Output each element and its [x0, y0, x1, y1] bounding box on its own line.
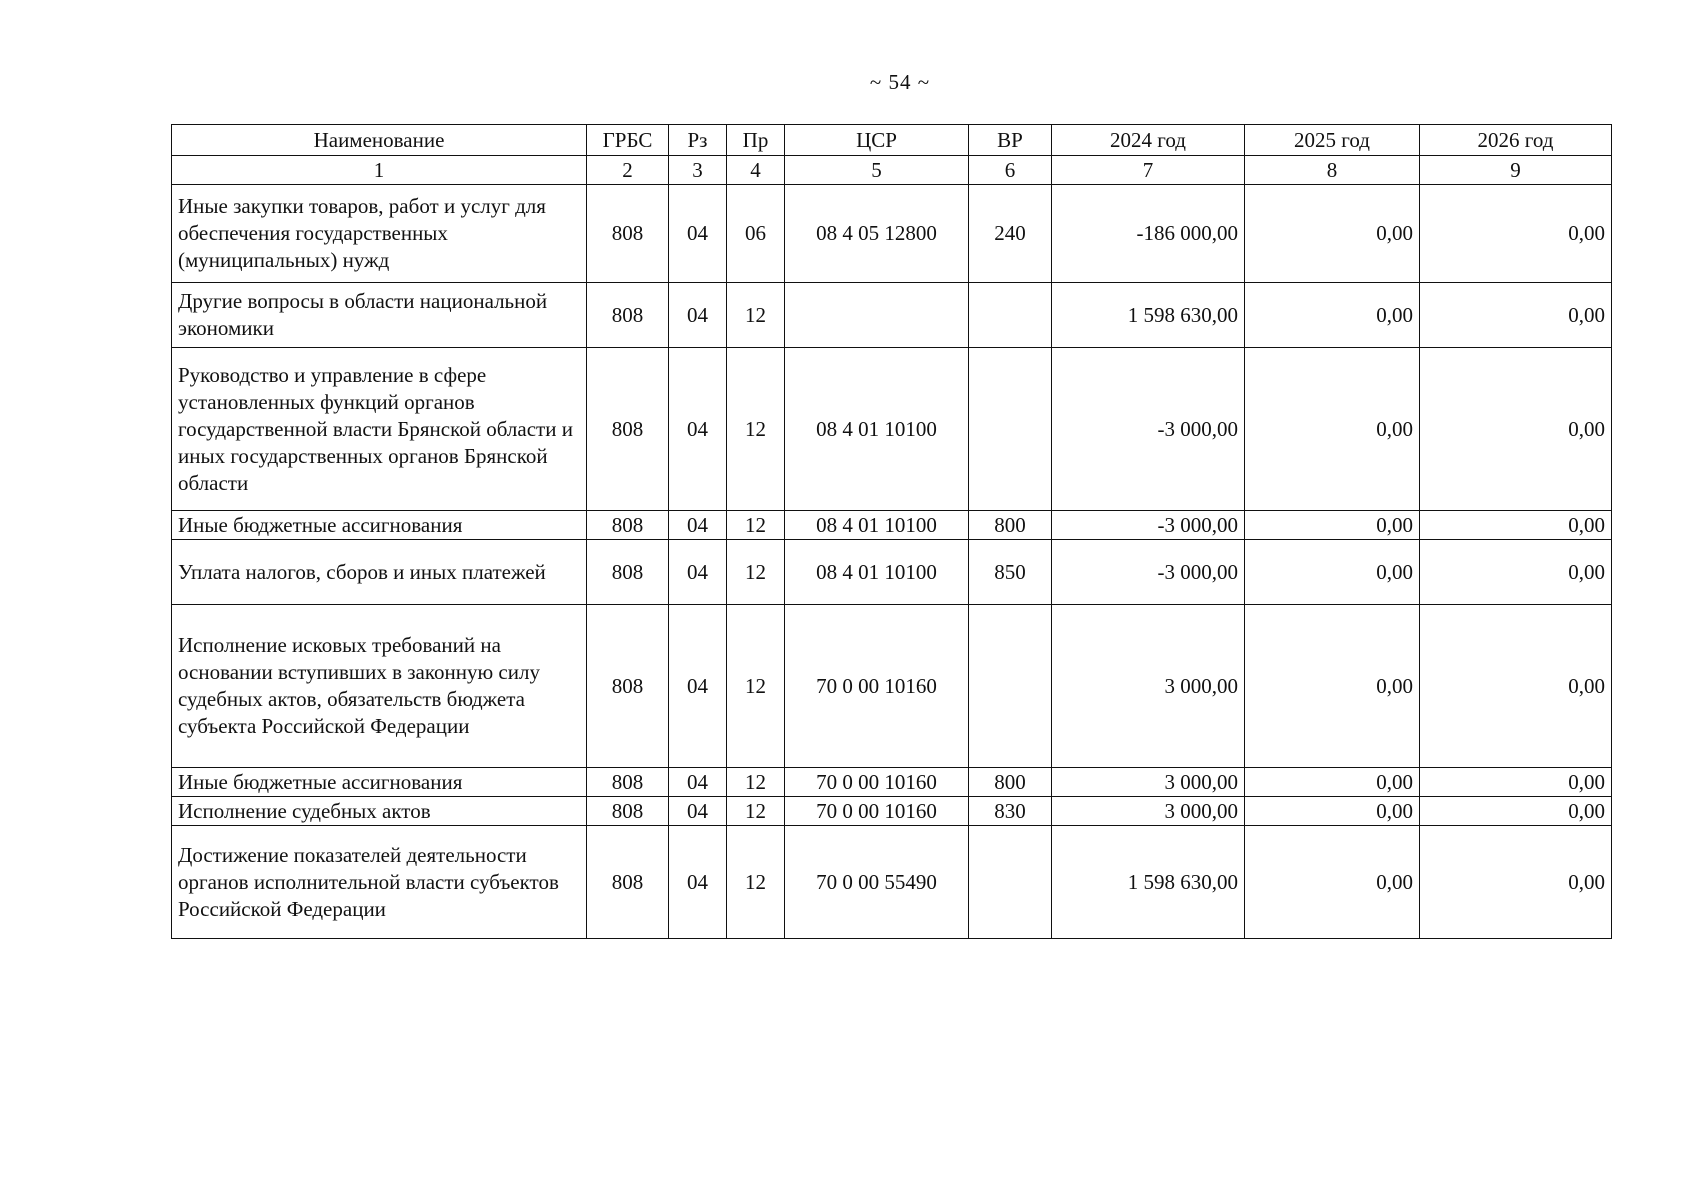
- row-pr: 12: [727, 348, 785, 511]
- row-2025: 0,00: [1245, 511, 1420, 540]
- column-number: 6: [969, 156, 1052, 185]
- row-grbs: 808: [587, 185, 669, 283]
- row-2024: 3 000,00: [1052, 605, 1245, 768]
- column-number-row: [172, 156, 1612, 185]
- row-pr: 12: [727, 797, 785, 826]
- row-rz: 04: [669, 826, 727, 939]
- row-vr: [969, 348, 1052, 511]
- row-csr: 08 4 01 10100: [785, 511, 969, 540]
- row-2024: 3 000,00: [1052, 797, 1245, 826]
- row-2024: -3 000,00: [1052, 511, 1245, 540]
- row-2024: 3 000,00: [1052, 768, 1245, 797]
- row-2026: 0,00: [1420, 605, 1612, 768]
- row-2024: 1 598 630,00: [1052, 826, 1245, 939]
- row-name: Иные бюджетные ассигнования: [172, 511, 587, 540]
- row-2025: 0,00: [1245, 826, 1420, 939]
- row-vr: 850: [969, 540, 1052, 605]
- row-vr: 800: [969, 511, 1052, 540]
- row-grbs: 808: [587, 283, 669, 348]
- row-pr: 12: [727, 768, 785, 797]
- row-2024: -3 000,00: [1052, 348, 1245, 511]
- column-number: 2: [587, 156, 669, 185]
- row-2025: 0,00: [1245, 605, 1420, 768]
- row-vr: [969, 283, 1052, 348]
- row-pr: 12: [727, 283, 785, 348]
- row-grbs: 808: [587, 605, 669, 768]
- row-grbs: 808: [587, 768, 669, 797]
- row-rz: 04: [669, 540, 727, 605]
- header-vr: ВР: [969, 125, 1052, 156]
- row-vr: [969, 605, 1052, 768]
- row-2026: 0,00: [1420, 797, 1612, 826]
- row-vr: [969, 826, 1052, 939]
- row-grbs: 808: [587, 826, 669, 939]
- row-name: Исполнение судебных актов: [172, 797, 587, 826]
- row-grbs: 808: [587, 540, 669, 605]
- row-name: Иные бюджетные ассигнования: [172, 768, 587, 797]
- row-csr: 70 0 00 10160: [785, 605, 969, 768]
- row-2025: 0,00: [1245, 768, 1420, 797]
- column-number: 4: [727, 156, 785, 185]
- row-2025: 0,00: [1245, 283, 1420, 348]
- row-rz: 04: [669, 511, 727, 540]
- column-number: 7: [1052, 156, 1245, 185]
- table-row: [172, 283, 1612, 348]
- row-pr: 06: [727, 185, 785, 283]
- row-rz: 04: [669, 283, 727, 348]
- row-name: Руководство и управление в сфере установленных функций органов государственной власти Брянской области и иных государственных органов Брянской области: [172, 348, 587, 511]
- row-2025: 0,00: [1245, 797, 1420, 826]
- row-2025: 0,00: [1245, 185, 1420, 283]
- row-grbs: 808: [587, 511, 669, 540]
- row-vr: 830: [969, 797, 1052, 826]
- row-rz: 04: [669, 185, 727, 283]
- row-csr: 70 0 00 55490: [785, 826, 969, 939]
- header-2024: 2024 год: [1052, 125, 1245, 156]
- table-row: [172, 185, 1612, 283]
- row-name: Исполнение исковых требований на основании вступивших в законную силу судебных актов, обязательств бюджета субъекта Российской Федерации: [172, 605, 587, 768]
- row-2025: 0,00: [1245, 540, 1420, 605]
- header-row: [172, 125, 1612, 156]
- row-pr: 12: [727, 540, 785, 605]
- row-csr: 08 4 05 12800: [785, 185, 969, 283]
- table-row: [172, 826, 1612, 939]
- row-2025: 0,00: [1245, 348, 1420, 511]
- table-row: [172, 511, 1612, 540]
- column-number: 3: [669, 156, 727, 185]
- header-name: Наименование: [172, 125, 587, 156]
- row-csr: 08 4 01 10100: [785, 540, 969, 605]
- table-row: [172, 540, 1612, 605]
- row-rz: 04: [669, 768, 727, 797]
- row-2026: 0,00: [1420, 283, 1612, 348]
- row-2024: -186 000,00: [1052, 185, 1245, 283]
- row-grbs: 808: [587, 348, 669, 511]
- budget-table: [171, 124, 1612, 939]
- header-rz: Рз: [669, 125, 727, 156]
- row-name: Другие вопросы в области национальной экономики: [172, 283, 587, 348]
- header-2025: 2025 год: [1245, 125, 1420, 156]
- header-2026: 2026 год: [1420, 125, 1612, 156]
- row-2024: -3 000,00: [1052, 540, 1245, 605]
- row-vr: 240: [969, 185, 1052, 283]
- row-rz: 04: [669, 797, 727, 826]
- row-rz: 04: [669, 605, 727, 768]
- row-2026: 0,00: [1420, 185, 1612, 283]
- row-2026: 0,00: [1420, 348, 1612, 511]
- row-csr: 70 0 00 10160: [785, 797, 969, 826]
- row-2024: 1 598 630,00: [1052, 283, 1245, 348]
- row-2026: 0,00: [1420, 540, 1612, 605]
- row-name: Достижение показателей деятельности органов исполнительной власти субъектов Российской Федерации: [172, 826, 587, 939]
- row-grbs: 808: [587, 797, 669, 826]
- header-csr: ЦСР: [785, 125, 969, 156]
- row-name: Уплата налогов, сборов и иных платежей: [172, 540, 587, 605]
- column-number: 1: [172, 156, 587, 185]
- row-csr: [785, 283, 969, 348]
- page-number: ~ 54 ~: [869, 70, 931, 94]
- table-row: [172, 348, 1612, 511]
- column-number: 9: [1420, 156, 1612, 185]
- header-pr: Пр: [727, 125, 785, 156]
- row-vr: 800: [969, 768, 1052, 797]
- row-2026: 0,00: [1420, 511, 1612, 540]
- row-2026: 0,00: [1420, 826, 1612, 939]
- row-csr: 70 0 00 10160: [785, 768, 969, 797]
- table-row: [172, 768, 1612, 797]
- row-2026: 0,00: [1420, 768, 1612, 797]
- row-pr: 12: [727, 511, 785, 540]
- header-grbs: ГРБС: [587, 125, 669, 156]
- row-name: Иные закупки товаров, работ и услуг для обеспечения государственных (муниципальных) нужд: [172, 185, 587, 283]
- row-pr: 12: [727, 605, 785, 768]
- row-rz: 04: [669, 348, 727, 511]
- table-row: [172, 797, 1612, 826]
- row-pr: 12: [727, 826, 785, 939]
- row-csr: 08 4 01 10100: [785, 348, 969, 511]
- column-number: 5: [785, 156, 969, 185]
- table-row: [172, 605, 1612, 768]
- column-number: 8: [1245, 156, 1420, 185]
